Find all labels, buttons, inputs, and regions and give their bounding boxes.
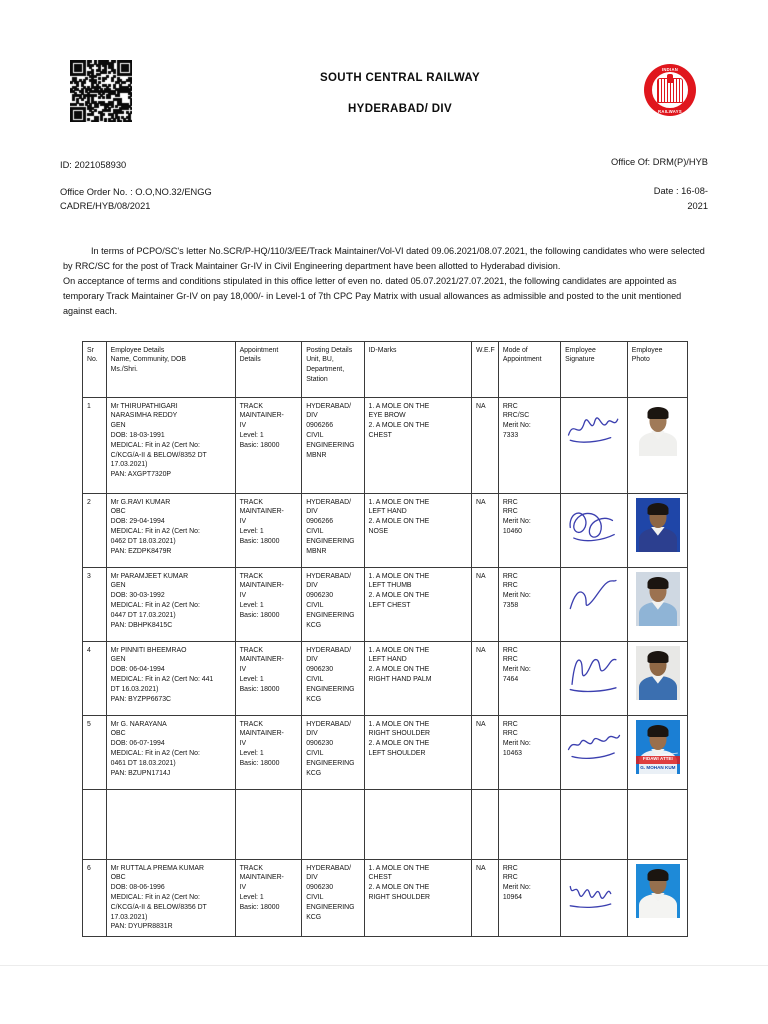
mode-line-3: Merit No: <box>502 884 531 892</box>
mode-line-4: 10463 <box>502 749 522 757</box>
employee-line-1: Mr RUTTALA PREMA KUMAR <box>110 864 204 872</box>
appointment-line-1: TRACK <box>239 498 263 506</box>
employee-line-3: DOB: 06-04-1994 <box>110 666 165 674</box>
cell-id-marks <box>364 493 471 567</box>
employee-line-2: NARASIMHA REDDY <box>110 412 178 420</box>
employee-line-3: DOB: 29-04-1994 <box>110 518 165 526</box>
cell-mode-of-appointment <box>498 567 560 641</box>
appointment-line-1: TRACK <box>239 572 263 580</box>
employee-line-2: GEN <box>110 656 126 664</box>
indian-railways-emblem-icon <box>644 64 696 116</box>
posting-line-6: MBNR <box>306 547 327 555</box>
employee-line-5: 0461 DT 18.03.2021) <box>110 759 176 767</box>
appointment-line-3: IV <box>239 518 247 526</box>
cell-appointment-details <box>235 567 302 641</box>
appointment-line-5: Basic: 18000 <box>239 537 280 545</box>
employee-line-6: PAN: EZDPK8479R <box>110 547 172 555</box>
appointment-line-5: Basic: 18000 <box>239 611 280 619</box>
posting-line-4: CIVIL <box>306 749 324 757</box>
mode-line-2: RRC <box>502 730 518 738</box>
office-and-date <box>458 155 708 213</box>
posting-line-3: 0906230 <box>306 592 334 600</box>
posting-line-5: ENGINEERING <box>306 759 355 767</box>
cell-empty <box>471 789 498 859</box>
cell-employee-photo <box>627 859 687 937</box>
employee-line-1: Mr G.RAVI KUMAR <box>110 498 171 506</box>
office-order-line-1: Office Order No. : O.O,NO.32/ENGG <box>60 187 212 197</box>
cell-empty <box>83 789 107 859</box>
employee-line-4: MEDICAL: Fit in A2 (Cert No: <box>110 527 200 535</box>
employee-line-5: 0462 DT 18.03.2021) <box>110 537 176 545</box>
appointment-line-2: MAINTAINER- <box>239 730 284 738</box>
cell-posting-details <box>302 493 364 567</box>
appointment-line-2: MAINTAINER- <box>239 582 284 590</box>
posting-line-4: CIVIL <box>306 893 324 901</box>
idmarks-line-3: 2. A MOLE ON THE <box>368 518 430 526</box>
mode-line-3: Merit No: <box>502 666 531 674</box>
document-body <box>63 244 705 319</box>
mode-line-4: 10460 <box>502 527 522 535</box>
employee-line-6: 17.03.2021) <box>110 913 148 921</box>
mode-line-2: RRC <box>502 508 518 516</box>
th-emp-line-3: Ms./Shri. <box>110 366 138 374</box>
employee-line-6: PAN: BZUPN1714J <box>110 769 171 777</box>
employee-line-5: C/KCG/A-II & BELOW/8356 DT <box>110 903 207 911</box>
employee-line-6: PAN: DBHPK8415C <box>110 621 173 629</box>
employee-signature <box>565 498 624 550</box>
posting-line-5: ENGINEERING <box>306 537 355 545</box>
idmarks-line-4: LEFT CHEST <box>368 601 411 609</box>
cell-posting-details <box>302 641 364 715</box>
posting-line-5: ENGINEERING <box>306 441 355 449</box>
employee-signature <box>565 646 624 698</box>
cell-employee-signature <box>561 641 628 715</box>
cell-posting-details <box>302 397 364 493</box>
idmarks-line-1: 1. A MOLE ON THE <box>368 498 430 506</box>
posting-line-3: 0906230 <box>306 666 334 674</box>
cell-appointment-details <box>235 493 302 567</box>
th-idmarks-line-1: ID-Marks <box>368 346 397 354</box>
employee-line-5: 0447 DT 17.03.2021) <box>110 611 176 619</box>
appointment-line-5: Basic: 18000 <box>239 903 280 911</box>
posting-line-1: HYDERABAD/ <box>306 864 352 872</box>
employee-line-4: MEDICAL: Fit in A2 (Cert No: <box>110 749 200 757</box>
th-sign-line-1: Employee <box>565 346 596 354</box>
candidates-table-body <box>83 397 688 937</box>
cell-wef: NA <box>471 641 498 715</box>
table-row <box>83 397 688 493</box>
appointment-line-4: Level: 1 <box>239 527 264 535</box>
table-row <box>83 859 688 937</box>
th-emp-line-1: Employee Details <box>110 346 165 354</box>
appointment-line-1: TRACK <box>239 402 263 410</box>
employee-line-1: Mr G. NARAYANA <box>110 720 167 728</box>
th-sr-line-2: No. <box>87 356 98 364</box>
appointment-line-1: TRACK <box>239 864 263 872</box>
emblem-top-text: INDIAN <box>661 66 679 72</box>
cell-mode-of-appointment <box>498 715 560 789</box>
emblem-bottom-text: RAILWAYS <box>658 108 682 114</box>
posting-line-6: KCG <box>306 913 322 921</box>
employee-line-3: DOB: 06-07-1994 <box>110 740 165 748</box>
appointment-line-3: IV <box>239 592 247 600</box>
cell-sr-no: 2 <box>83 493 107 567</box>
appointment-line-3: IV <box>239 666 247 674</box>
posting-line-2: DIV <box>306 874 318 882</box>
posting-line-1: HYDERABAD/ <box>306 720 352 728</box>
th-appointment-details <box>235 341 302 397</box>
appointment-line-2: MAINTAINER- <box>239 412 284 420</box>
office-order-number <box>60 185 390 214</box>
cell-mode-of-appointment <box>498 641 560 715</box>
document-id: ID: 2021058930 <box>60 160 127 170</box>
mode-line-1: RRC <box>502 572 518 580</box>
th-employee-photo <box>627 341 687 397</box>
page-title: SOUTH CENTRAL RAILWAY <box>319 72 481 84</box>
mode-line-4: 7464 <box>502 675 519 683</box>
th-wef-line-1: W.E.F <box>475 346 495 354</box>
mode-line-2: RRC <box>502 656 518 664</box>
document-meta <box>60 157 708 222</box>
idmarks-line-4: CHEST <box>368 431 392 439</box>
appointment-line-5: Basic: 18000 <box>239 685 280 693</box>
mode-line-1: RRC <box>502 498 518 506</box>
cell-sr-no: 1 <box>83 397 107 493</box>
cell-employee-signature <box>561 567 628 641</box>
mode-line-4: 7333 <box>502 431 519 439</box>
cell-posting-details <box>302 715 364 789</box>
idmarks-line-3: 2. A MOLE ON THE <box>368 884 430 892</box>
cell-id-marks <box>364 567 471 641</box>
cell-mode-of-appointment <box>498 859 560 937</box>
posting-line-4: CIVIL <box>306 431 324 439</box>
cell-employee-photo <box>627 641 687 715</box>
posting-line-1: HYDERABAD/ <box>306 402 352 410</box>
th-mode-line-2: Appointment <box>502 356 542 364</box>
employee-line-8: PAN: AXGPT7320P <box>110 471 172 479</box>
employee-line-4: DOB: 18-03-1991 <box>110 431 165 439</box>
employee-line-4: MEDICAL: Fit in A2 (Cert No: <box>110 601 200 609</box>
cell-employee-details <box>106 567 235 641</box>
table-row <box>83 567 688 641</box>
candidates-table-wrapper <box>0 341 768 938</box>
date-line-2: 2021 <box>687 200 708 211</box>
cell-employee-photo <box>627 397 687 493</box>
employee-signature <box>565 402 624 454</box>
header-titles <box>220 72 580 115</box>
appointment-line-3: IV <box>239 884 247 892</box>
table-row <box>83 493 688 567</box>
cell-id-marks <box>364 715 471 789</box>
mode-line-1: RRC <box>502 402 518 410</box>
th-appt-line-2: Details <box>239 356 261 364</box>
cell-appointment-details <box>235 641 302 715</box>
idmarks-line-2: LEFT THUMB <box>368 582 412 590</box>
cell-wef: NA <box>471 397 498 493</box>
idmarks-line-3: 2. A MOLE ON THE <box>368 666 430 674</box>
idmarks-line-2: RIGHT SHOULDER <box>368 730 431 738</box>
cell-empty <box>561 789 628 859</box>
idmarks-line-2: LEFT HAND <box>368 656 407 664</box>
employee-line-5: MEDICAL: Fit in A2 (Cert No: <box>110 441 200 449</box>
posting-line-3: 0906266 <box>306 518 334 526</box>
th-sr-no <box>83 341 107 397</box>
th-emp-line-2: Name, Community, DOB <box>110 356 186 364</box>
employee-signature <box>565 864 624 916</box>
cell-empty <box>627 789 687 859</box>
idmarks-line-1: 1. A MOLE ON THE <box>368 402 430 410</box>
th-post-line-2: Unit, BU, <box>306 356 334 364</box>
cell-empty <box>106 789 235 859</box>
employee-line-5: DT 16.03.2021) <box>110 685 159 693</box>
mode-line-1: RRC <box>502 646 518 654</box>
employee-photo <box>636 646 680 700</box>
body-paragraph-2: On acceptance of terms and conditions stipulated in this office letter of even no. dated 05.07.2021/27.07.2021, the following candidates are appointed as temporary Track Maintainer Gr-IV on pay 18,000/- in Level-1 of 7th CPC Pay Matrix with usual allowances as admissible and posted to the unit mentioned against each. <box>63 276 682 316</box>
idmarks-line-4: RIGHT SHOULDER <box>368 893 431 901</box>
photo-badge-name: G. MOHAN KUM <box>640 765 676 771</box>
posting-line-6: KCG <box>306 695 322 703</box>
mode-line-3: Merit No: <box>502 592 531 600</box>
cell-id-marks <box>364 859 471 937</box>
mode-line-2: RRC <box>502 874 518 882</box>
posting-line-5: ENGINEERING <box>306 685 355 693</box>
employee-photo <box>636 402 680 456</box>
idmarks-line-3: 2. A MOLE ON THE <box>368 592 430 600</box>
th-sr-line-1: Sr <box>87 346 94 354</box>
cell-employee-details <box>106 641 235 715</box>
posting-line-5: ENGINEERING <box>306 611 355 619</box>
table-header-row <box>83 341 688 397</box>
office-order-line-2: CADRE/HYB/08/2021 <box>60 201 151 212</box>
mode-line-3: Merit No: <box>502 518 531 526</box>
employee-line-4: MEDICAL: Fit in A2 (Cert No: 441 <box>110 675 214 683</box>
office-of: Office Of: DRM(P)/HYB <box>611 157 708 167</box>
posting-line-3: 0906230 <box>306 740 334 748</box>
cell-empty <box>235 789 302 859</box>
employee-line-3: DOB: 08-06-1996 <box>110 884 165 892</box>
idmarks-line-2: LEFT HAND <box>368 508 407 516</box>
th-employee-signature <box>561 341 628 397</box>
employee-line-6: PAN: BYZPP6673C <box>110 695 172 703</box>
appointment-line-4: Level: 1 <box>239 601 264 609</box>
posting-line-6: KCG <box>306 769 322 777</box>
employee-line-7: 17.03.2021) <box>110 461 148 469</box>
employee-photo <box>636 720 680 774</box>
posting-line-2: DIV <box>306 656 318 664</box>
posting-line-3: 0906230 <box>306 884 334 892</box>
employee-photo <box>636 864 680 918</box>
mode-line-1: RRC <box>502 864 518 872</box>
page-below-fold <box>0 965 768 1024</box>
employee-line-7: PAN: DYUPR8831R <box>110 923 173 931</box>
employee-line-2: OBC <box>110 730 126 738</box>
cell-employee-photo <box>627 567 687 641</box>
mode-line-2: RRC <box>502 582 518 590</box>
posting-line-2: DIV <box>306 730 318 738</box>
mode-line-3: Merit No: <box>502 740 531 748</box>
th-photo-line-1: Employee <box>631 346 663 354</box>
appointment-line-3: IV <box>239 740 247 748</box>
th-posting-details <box>302 341 364 397</box>
employee-line-3: GEN <box>110 422 126 430</box>
cell-wef: NA <box>471 859 498 937</box>
cell-empty <box>364 789 471 859</box>
appointment-line-2: MAINTAINER- <box>239 656 284 664</box>
posting-line-5: ENGINEERING <box>306 903 355 911</box>
posting-line-2: DIV <box>306 582 318 590</box>
posting-line-4: CIVIL <box>306 527 324 535</box>
idmarks-line-1: 1. A MOLE ON THE <box>368 720 430 728</box>
cell-posting-details <box>302 859 364 937</box>
cell-mode-of-appointment <box>498 493 560 567</box>
mode-line-4: 7358 <box>502 601 519 609</box>
idmarks-line-4: LEFT SHOULDER <box>368 749 426 757</box>
mode-line-3: Merit No: <box>502 422 531 430</box>
cell-employee-signature <box>561 397 628 493</box>
cell-appointment-details <box>235 397 302 493</box>
mode-line-2: RRC/SC <box>502 412 530 420</box>
table-row-empty <box>83 789 688 859</box>
employee-signature <box>565 572 624 624</box>
cell-appointment-details <box>235 715 302 789</box>
appointment-line-1: TRACK <box>239 720 263 728</box>
posting-line-1: HYDERABAD/ <box>306 646 352 654</box>
cell-employee-photo <box>627 715 687 789</box>
employee-line-1: Mr THIRUPATHIGARI <box>110 402 178 410</box>
th-employee-details <box>106 341 235 397</box>
cell-empty <box>498 789 560 859</box>
posting-line-6: KCG <box>306 621 322 629</box>
th-post-line-3: Department, <box>306 366 345 374</box>
posting-line-2: DIV <box>306 412 318 420</box>
cell-sr-no: 4 <box>83 641 107 715</box>
th-sign-line-2: Signature <box>565 356 595 364</box>
appointment-line-5: Basic: 18000 <box>239 441 280 449</box>
employee-line-2: GEN <box>110 582 126 590</box>
appointment-line-2: MAINTAINER- <box>239 874 284 882</box>
employee-line-3: DOB: 30-03-1992 <box>110 592 165 600</box>
posting-line-4: CIVIL <box>306 675 324 683</box>
appointment-line-3: IV <box>239 422 247 430</box>
appointment-line-4: Level: 1 <box>239 749 264 757</box>
cell-id-marks <box>364 397 471 493</box>
document-header <box>60 60 708 152</box>
posting-line-1: HYDERABAD/ <box>306 498 352 506</box>
cell-employee-signature <box>561 493 628 567</box>
idmarks-line-1: 1. A MOLE ON THE <box>368 864 430 872</box>
employee-line-6: C/KCG/A-II & BELOW/8352 DT <box>110 451 207 459</box>
cell-sr-no: 5 <box>83 715 107 789</box>
idmarks-line-2: CHEST <box>368 874 392 882</box>
th-wef <box>471 341 498 397</box>
appointment-line-4: Level: 1 <box>239 431 264 439</box>
th-appt-line-1: Appointment <box>239 346 279 354</box>
th-mode-line-1: Mode of <box>502 346 528 354</box>
posting-line-4: CIVIL <box>306 601 324 609</box>
cell-sr-no: 3 <box>83 567 107 641</box>
cell-employee-signature <box>561 859 628 937</box>
cell-wef: NA <box>471 567 498 641</box>
cell-posting-details <box>302 567 364 641</box>
th-post-line-1: Posting Details <box>306 346 353 354</box>
cell-employee-details <box>106 493 235 567</box>
posting-line-6: MBNR <box>306 451 327 459</box>
table-row <box>83 715 688 789</box>
idmarks-line-3: 2. A MOLE ON THE <box>368 740 430 748</box>
th-mode-of-appointment <box>498 341 560 397</box>
cell-empty <box>302 789 364 859</box>
cell-sr-no: 6 <box>83 859 107 937</box>
photo-badge-text: FIDAWI ATTEI <box>642 756 673 762</box>
cell-employee-details <box>106 859 235 937</box>
cell-employee-details <box>106 397 235 493</box>
page-subtitle: HYDERABAD/ DIV <box>348 103 452 115</box>
employee-signature <box>565 720 624 772</box>
appointment-line-4: Level: 1 <box>239 675 264 683</box>
idmarks-line-4: RIGHT HAND PALM <box>368 675 432 683</box>
appointment-line-2: MAINTAINER- <box>239 508 284 516</box>
cell-id-marks <box>364 641 471 715</box>
employee-line-2: OBC <box>110 874 126 882</box>
idmarks-line-3: 2. A MOLE ON THE <box>368 422 430 430</box>
posting-line-3: 0906266 <box>306 422 334 430</box>
cell-wef: NA <box>471 493 498 567</box>
cell-appointment-details <box>235 859 302 937</box>
appointment-line-5: Basic: 18000 <box>239 759 280 767</box>
cell-wef: NA <box>471 715 498 789</box>
cell-mode-of-appointment <box>498 397 560 493</box>
date-line-1: Date : 16-08- <box>653 186 708 197</box>
body-paragraph-1: In terms of PCPO/SC's letter No.SCR/P-HQ/110/3/EE/Track Maintainer/Vol-VI dated 09.06.2021/08.07.2021, the following candidates who were selected by RRC/SC for the post of Track Maintainer Gr-IV in Civil Engineering department have been allotted to Hyderabad division. <box>63 246 705 271</box>
employee-line-2: OBC <box>110 508 126 516</box>
mode-line-1: RRC <box>502 720 518 728</box>
idmarks-line-4: NOSE <box>368 527 389 535</box>
idmarks-line-1: 1. A MOLE ON THE <box>368 646 430 654</box>
cell-employee-photo <box>627 493 687 567</box>
employee-line-4: MEDICAL: Fit in A2 (Cert No: <box>110 893 200 901</box>
th-post-line-4: Station <box>306 375 328 383</box>
posting-line-2: DIV <box>306 508 318 516</box>
cell-employee-signature <box>561 715 628 789</box>
employee-photo <box>636 498 680 552</box>
cell-employee-details <box>106 715 235 789</box>
mode-line-4: 10964 <box>502 893 522 901</box>
th-id-marks <box>364 341 471 397</box>
employee-photo <box>636 572 680 626</box>
table-row <box>83 641 688 715</box>
idmarks-line-1: 1. A MOLE ON THE <box>368 572 430 580</box>
idmarks-line-2: EYE BROW <box>368 412 406 420</box>
candidates-table <box>82 341 688 938</box>
appointment-line-4: Level: 1 <box>239 893 264 901</box>
th-photo-line-2: Photo <box>631 356 650 364</box>
employee-line-1: Mr PARAMJEET KUMAR <box>110 572 189 580</box>
posting-line-1: HYDERABAD/ <box>306 572 352 580</box>
appointment-line-1: TRACK <box>239 646 263 654</box>
qr-code-icon <box>70 60 132 122</box>
employee-line-1: Mr PINNITI BHEEMRAO <box>110 646 187 654</box>
